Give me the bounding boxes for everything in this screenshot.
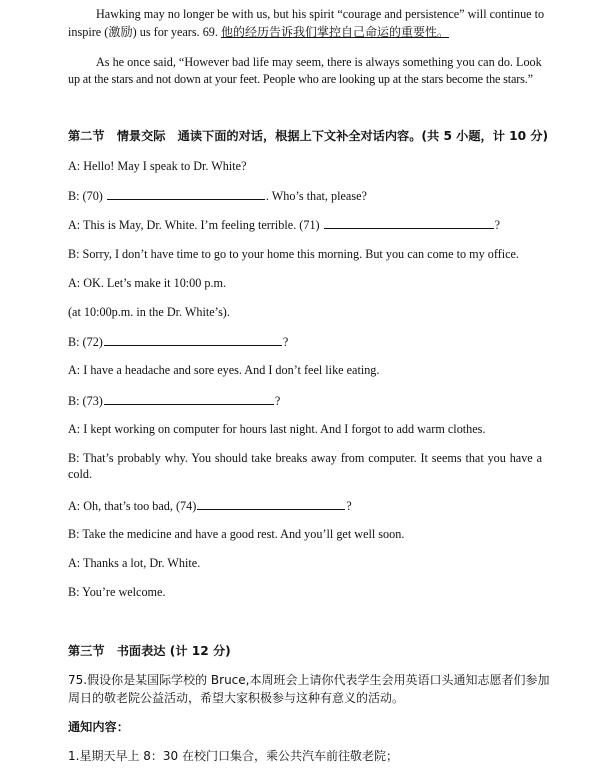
dialogue-line-10: A: I kept working on computer for hours last night. And I forgot to add warm clothes.: [68, 422, 486, 436]
dialogue-line-14: A: Thanks a lot, Dr. White.: [68, 556, 201, 570]
section2-heading: 第二节 情景交际 通读下面的对话，根据上下文补全对话内容。(共 5 小题，计 10 分): [68, 129, 549, 143]
passage-line-1: Hawking may no longer be with us, but his spirit “courage and persistence” will continue to: [96, 7, 545, 21]
dialogue-line-13: B: Take the medicine and have a good rest. And you’ll get well soon.: [68, 527, 405, 541]
dialogue-line-1: A: Hello! May I speak to Dr. White?: [68, 159, 247, 173]
dialogue-line-9: B: (73) ?: [68, 394, 281, 408]
dialogue-line-7: B: (72) ?: [68, 335, 289, 349]
dialogue-line-15: B: You’re welcome.: [68, 585, 166, 599]
answer-blank-72[interactable]: [104, 333, 282, 346]
notice-item-1: 1.星期天早上 8：30 在校门口集合，乘公共汽车前往敬老院；: [68, 749, 398, 763]
notice-title: 通知内容：: [68, 720, 129, 734]
question-75-line-2: 周日的敬老院公益活动，希望大家积极参与这种有意义的活动。: [68, 691, 405, 705]
passage-line-4: up at the stars and not down at your feet. People who are looking up at the stars become the stars.”: [68, 72, 533, 86]
dialogue-line-4: B: Sorry, I don’t have time to go to your home this morning. But you can come to my office.: [68, 247, 519, 261]
dialogue-line-5: A: OK. Let’s make it 10:00 p.m.: [68, 276, 227, 290]
section3-heading: 第三节 书面表达 (计 12 分): [68, 644, 231, 658]
dialogue-line-12: A: Oh, that’s too bad, (74) ?: [68, 499, 352, 513]
dialogue-line-8: A: I have a headache and sore eyes. And I don’t feel like eating.: [68, 363, 380, 377]
passage-line-2: inspire (激励) us for years. 69. 他的经历告诉我们掌控自己命运的重要性。: [68, 25, 450, 39]
question-75-line-1: 75.假设你是某国际学校的 Bruce,本周班会上请你代表学生会用英语口头通知志愿者们参加: [68, 673, 550, 687]
translation-task-69: 他的经历告诉我们掌控自己命运的重要性。: [221, 25, 450, 39]
dialogue-line-11: B: That’s probably why. You should take breaks away from computer. It seems that you have a cold.: [68, 451, 542, 481]
dialogue-line-6: (at 10:00p.m. in the Dr. White’s).: [68, 305, 230, 319]
answer-blank-70[interactable]: [107, 187, 265, 200]
answer-blank-74[interactable]: [197, 497, 345, 510]
answer-blank-73[interactable]: [104, 392, 274, 405]
dialogue-line-2: B: (70) . Who’s that, please?: [68, 189, 367, 203]
dialogue-line-3: A: This is May, Dr. White. I’m feeling terrible. (71) ?: [68, 218, 501, 232]
answer-blank-71[interactable]: [324, 216, 494, 229]
passage-line-3: As he once said, “However bad life may seem, there is always something you can do. Look: [96, 55, 542, 69]
